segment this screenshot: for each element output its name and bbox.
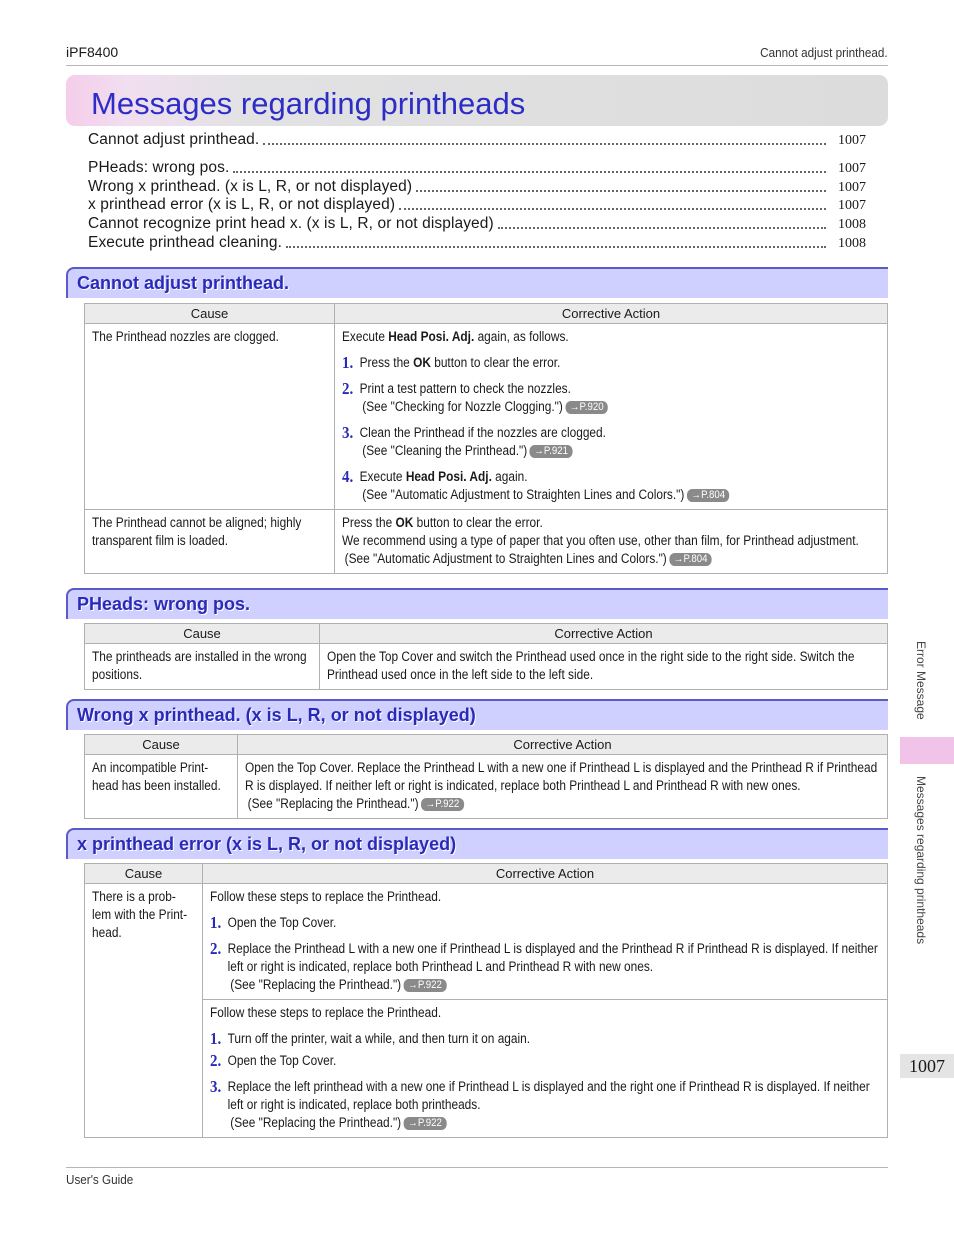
toc-leader xyxy=(233,171,826,173)
toc-leader xyxy=(399,208,826,210)
column-header-action: Corrective Action xyxy=(238,735,888,755)
header-rule xyxy=(66,65,888,66)
page-title-banner xyxy=(66,75,888,126)
page-reference-link[interactable]: →P.920 xyxy=(565,401,608,414)
toc-item-label: Cannot recognize print head x. (x is L, R, or not displayed) xyxy=(88,215,494,232)
table-cannot-adjust xyxy=(84,303,888,574)
step-1: 1. Turn off the printer, wait a while, and then turn it on again. xyxy=(210,1029,531,1048)
step-4: 4. Execute Head Posi. Adj. again. (See "Automatic Adjustment to Straighten Lines and Colors.") →P.804 xyxy=(342,468,880,504)
section-heading-printhead-error xyxy=(66,828,888,859)
toc-item-page: 1007 xyxy=(838,133,866,148)
table-row xyxy=(85,324,888,510)
section-title: PHeads: wrong pos. xyxy=(77,594,251,614)
table-row xyxy=(85,644,888,690)
toc-leader xyxy=(286,246,826,248)
table-row xyxy=(85,510,888,574)
page-reference-link[interactable]: →P.921 xyxy=(530,445,573,458)
toc-item-page: 1007 xyxy=(838,161,866,176)
toc-item-page: 1008 xyxy=(838,236,866,251)
toc-item-page: 1007 xyxy=(838,198,866,213)
toc-item-label: x printhead error (x is L, R, or not displayed) xyxy=(88,196,396,213)
step-1: 1. Open the Top Cover. xyxy=(210,913,337,932)
step-2: 2. Open the Top Cover. xyxy=(210,1051,337,1070)
cause-cell: The Printhead nozzles are clogged. xyxy=(85,324,335,510)
table-printhead-error xyxy=(84,863,888,1138)
action-cell xyxy=(335,324,888,510)
table-row xyxy=(85,755,888,819)
column-header-action: Corrective Action xyxy=(335,304,888,324)
step-2: 2. Replace the Printhead L with a new one if Printhead L is displayed and the Printhead R if Printhead R is displayed. If neither left or right is indicated, replace both Printhead L and Printhead R with new ones. (See "Replacing the Printhead.") →P.922 xyxy=(210,939,878,992)
table-wrong-printhead xyxy=(84,734,888,819)
step-2: 2. Print a test pattern to check the nozzles. (See "Checking for Nozzle Clogging.") →P.920 xyxy=(342,380,880,416)
toc-item[interactable] xyxy=(88,159,866,177)
page-reference-link[interactable]: →P.922 xyxy=(404,1117,447,1130)
model-name: iPF8400 xyxy=(66,44,119,60)
toc-item[interactable] xyxy=(88,215,866,233)
toc-item[interactable] xyxy=(88,196,866,214)
section-heading-pheads-wrong-pos xyxy=(66,588,888,619)
sidebar-section-label[interactable]: Messages regarding printheads xyxy=(914,776,928,945)
page-title: Messages regarding printheads xyxy=(91,86,526,121)
toc-item-page: 1007 xyxy=(838,180,866,195)
cause-cell: The printheads are installed in the wrong positions. xyxy=(85,644,320,690)
sidebar-chapter-label[interactable]: Error Message xyxy=(914,641,928,720)
column-header-cause: Cause xyxy=(85,624,320,644)
column-header-cause: Cause xyxy=(85,864,203,884)
action-cell: Open the Top Cover and switch the Printhead used once in the right side to the right side. Switch the Printhead used once in the left side to the left side. xyxy=(320,644,888,690)
action-cell: Follow these steps to replace the Printhead. 1. Open the Top Cover. 2. Replace the Printhead L with a new one if Printhead L is displayed and the Printhead R if Printhead R is displayed. If neither left or right is indicated, replace both Printhead L and Printhead R with new ones. (See "Replacing the Printhead.") →P.922 xyxy=(203,884,888,1000)
page-reference-link[interactable]: →P.922 xyxy=(421,798,464,811)
section-heading-wrong-printhead xyxy=(66,699,888,730)
column-header-cause: Cause xyxy=(85,735,238,755)
section-heading-cannot-adjust xyxy=(66,267,888,298)
toc-item[interactable] xyxy=(88,234,866,252)
page-reference-link[interactable]: →P.804 xyxy=(669,553,712,566)
column-header-action: Corrective Action xyxy=(320,624,888,644)
table-row xyxy=(85,884,888,1000)
step-3: 3. Clean the Printhead if the nozzles are clogged. (See "Cleaning the Printhead.") →P.921 xyxy=(342,423,606,458)
cause-cell: An incompatible Print-head has been installed. xyxy=(85,755,238,819)
page-number: 1007 xyxy=(900,1054,954,1078)
footer-rule xyxy=(66,1167,888,1168)
cause-cell: The Printhead cannot be aligned; highly transparent film is loaded. xyxy=(85,510,335,574)
toc-item-label: PHeads: wrong pos. xyxy=(88,159,230,176)
step-3: 3. Replace the left printhead with a new one if Printhead L is displayed and the right one if Printhead R is displayed. If neither left or right is indicated, replace both printheads. (See "Replacing the Printhead.") →P.922 xyxy=(210,1077,870,1130)
step-1: 1. Press the OK button to clear the error. xyxy=(342,353,561,372)
toc-item[interactable] xyxy=(88,131,866,149)
toc-item[interactable] xyxy=(88,178,866,196)
toc-item-label: Cannot adjust printhead. xyxy=(88,131,260,148)
table-pheads-wrong-pos xyxy=(84,623,888,690)
page-reference-link[interactable]: →P.922 xyxy=(404,979,447,992)
column-header-action: Corrective Action xyxy=(203,864,888,884)
toc-item-label: Execute printhead cleaning. xyxy=(88,234,282,251)
section-title: Cannot adjust printhead. xyxy=(77,273,290,293)
section-title: x printhead error (x is L, R, or not displayed) xyxy=(77,834,457,854)
column-header-cause: Cause xyxy=(85,304,335,324)
footer-guide-name: User's Guide xyxy=(66,1172,134,1187)
toc-leader xyxy=(263,143,826,145)
toc-item-page: 1008 xyxy=(838,217,866,232)
toc-leader xyxy=(498,227,826,229)
sidebar-tab-marker xyxy=(900,737,954,764)
section-title: Wrong x printhead. (x is L, R, or not displayed) xyxy=(77,705,476,725)
running-header-topic: Cannot adjust printhead. xyxy=(760,45,888,60)
action-cell: Follow these steps to replace the Printhead. 1. Turn off the printer, wait a while, and then turn it on again. 2. Open the Top Cover. 3. Replace the left printhead with a new one if Printhead L is displayed and the right one if Printhead R is displayed. If neither left or right is indicated, replace both printheads. (See "Replacing the Printhead.") →P.922 xyxy=(203,1000,888,1138)
page-reference-link[interactable]: →P.804 xyxy=(687,489,730,502)
toc-leader xyxy=(416,190,826,192)
table-row xyxy=(85,1000,888,1138)
action-cell: Press the OK button to clear the error. We recommend using a type of paper that you often use, other than film, for Printhead adjustment. (See "Automatic Adjustment to Straighten Lines and Colors.") →P.804 xyxy=(335,510,888,574)
action-intro: Execute Head Posi. Adj. again, as follows. xyxy=(342,329,569,344)
cause-cell: There is a prob-lem with the Print-head. xyxy=(85,884,203,1138)
action-cell: Open the Top Cover. Replace the Printhead L with a new one if Printhead L is displayed and the Printhead R if Printhead R is displayed. If neither left or right is indicated, replace both Printhead L and Printhead R with new ones. (See "Replacing the Printhead.") →P.922 xyxy=(238,755,888,819)
toc-item-label: Wrong x printhead. (x is L, R, or not displayed) xyxy=(88,178,413,195)
